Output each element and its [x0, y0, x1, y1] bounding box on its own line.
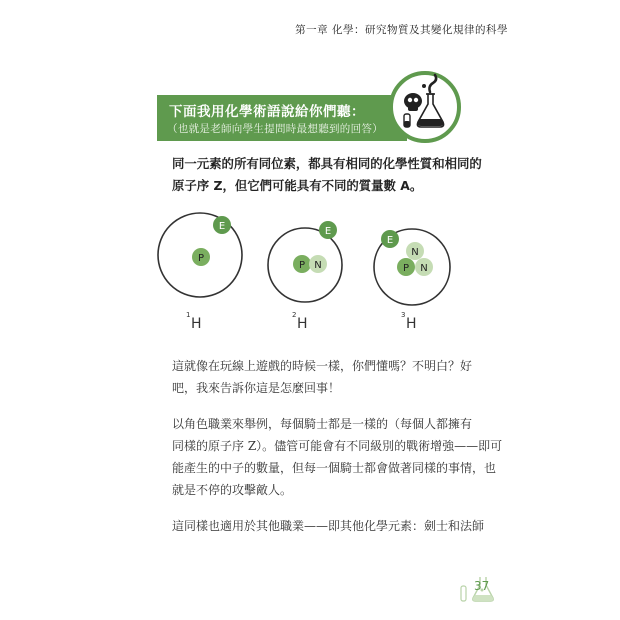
neutron-label: N — [314, 260, 322, 271]
skull-flask-icon — [388, 70, 462, 144]
running-header: 第一章 化學：研究物質及其變化規律的科學 — [295, 24, 508, 36]
paragraph-line: 這同樣也適用於其他職業——即其他化學元素：劍士和法師 — [172, 519, 485, 533]
atom-protium — [158, 213, 242, 332]
paragraph-line: 這就像在玩線上遊戲的時候一樣，你們懂嗎？不明白？好 — [172, 359, 473, 373]
paragraph-line: 以角色職業來舉例，每個騎士都是一樣的（每個人都擁有 — [172, 417, 473, 431]
mass-number: 1 — [186, 311, 191, 319]
banner-title: 下面我用化學術語說給你們聽： — [169, 104, 365, 120]
paragraph-line: 就是不停的攻擊敵人。 — [172, 483, 293, 497]
paragraph-line: 同樣的原子序 Z）。儘管可能會有不同級別的戰術增強——即可 — [172, 439, 503, 453]
page-number-area — [458, 574, 498, 604]
electron-label: E — [324, 226, 332, 237]
proton-label: P — [402, 263, 410, 274]
paragraph-line: 吧，我來告訴你這是怎麼回事！ — [172, 381, 341, 395]
proton-label: P — [298, 260, 306, 271]
hydrogen-isotopes-diagram — [150, 210, 480, 340]
element-symbol: H — [191, 316, 202, 332]
paragraph-online-game — [172, 355, 472, 399]
atom-deuterium — [268, 221, 342, 332]
section-banner — [157, 95, 407, 141]
element-symbol: H — [406, 316, 417, 332]
neutron-label: N — [411, 247, 419, 258]
neutron-label: N — [420, 263, 428, 274]
mass-number: 2 — [292, 311, 297, 319]
banner-subtitle: （也就是老師向學生提問時最想聽到的回答） — [167, 123, 383, 135]
paragraph-line: 能產生的中子的數量，但每一個騎士都會做著同樣的事情，也 — [172, 461, 497, 475]
page-number: 37 — [474, 579, 490, 593]
paragraph-knight-example — [172, 413, 503, 501]
lead-statement — [172, 153, 482, 197]
lead-line: 同一元素的所有同位素，都具有相同的化學性質和相同的 — [172, 156, 482, 171]
electron-label: E — [386, 235, 394, 246]
proton-label: P — [197, 253, 205, 264]
lead-line: 原子序 Z，但它們可能具有不同的質量數 A。 — [172, 178, 423, 193]
mass-number: 3 — [401, 311, 406, 319]
element-symbol: H — [297, 316, 308, 332]
electron-label: E — [218, 221, 226, 232]
paragraph-other-classes — [172, 515, 485, 537]
atom-tritium — [374, 229, 450, 332]
